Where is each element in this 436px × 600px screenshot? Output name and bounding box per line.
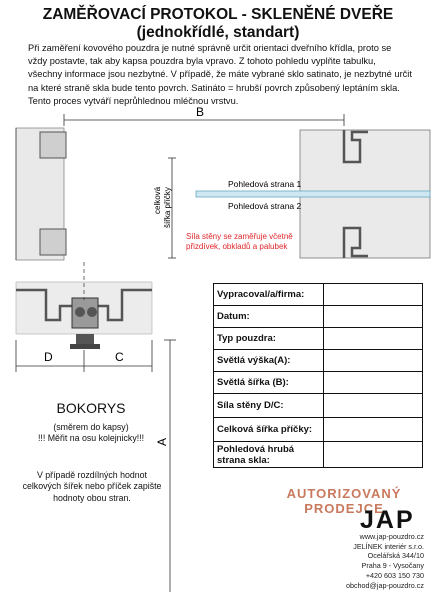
form-row: [214, 306, 423, 328]
red-note-1: Síla stěny se zaměřuje včetně: [186, 232, 293, 241]
page-title: ZAMĚŘOVACÍ PROTOKOL - SKLENĚNÉ DVEŘE: [42, 6, 394, 23]
form-label: Celková šířka příčky:: [214, 418, 324, 442]
side-label-1: celková: [153, 186, 162, 214]
label-d: D: [44, 350, 53, 364]
form-value-height-a[interactable]: [324, 350, 423, 372]
contact-email[interactable]: obchod@jap-pouzdro.cz: [345, 580, 424, 590]
form-label: Typ pouzdra:: [214, 328, 324, 350]
form-value-name[interactable]: [324, 284, 423, 306]
side-label-2: šířka příčky: [163, 187, 172, 228]
form-value-rough-side[interactable]: [324, 442, 423, 468]
form-label: Světlá šířka (B):: [214, 372, 324, 394]
form-label: Pohledová hrubá strana skla:: [214, 442, 324, 468]
red-note-2: přizdívek, obkladů a palubek: [186, 242, 288, 251]
face-2-label: Pohledová strana 2: [228, 201, 302, 211]
left-jamb-bottom: [40, 229, 66, 255]
form-value-date[interactable]: [324, 306, 423, 328]
authorized-line-2: PRODEJCE: [304, 500, 384, 516]
contact-web[interactable]: www.jap-pouzdro.cz: [359, 532, 424, 541]
form-row: [214, 284, 423, 306]
page-subtitle: (jednokřídlé, standart): [136, 24, 300, 41]
wheel-right: [87, 307, 97, 317]
measurement-form: [213, 283, 423, 468]
form-row: [214, 394, 423, 418]
form-value-width-b[interactable]: [324, 372, 423, 394]
hanger-plate: [70, 344, 100, 349]
bokorys-subtitle: [20, 422, 162, 445]
form-value-type[interactable]: [324, 328, 423, 350]
label-a: A: [155, 437, 169, 446]
form-value-total-width[interactable]: [324, 418, 423, 442]
form-label: Síla stěny D/C:: [214, 394, 324, 418]
form-value-wall-dc[interactable]: [324, 394, 423, 418]
contact-company: JELÍNEK interiér s.r.o.: [353, 541, 424, 551]
form-row: [214, 442, 423, 468]
form-row: [214, 328, 423, 350]
left-jamb-top: [40, 132, 66, 158]
glass-panel: [196, 191, 430, 197]
contact-block: [300, 532, 424, 590]
form-row: [214, 350, 423, 372]
intro-text: Při zaměření kovového pouzdra je nutné správně určit orientaci dveřního křídla, proto se vždy postavte, tak aby kapsa pouzdra byla vpravo. Z tohoto pohledu vyplňte tabulku, všechny informace jsou nezbytné. V případě, že máte vybrané sklo satinato, je nezbytné určit na které straně skla bude tento povrch. Satináto = hrubší povrch způsobený leptáním skla. Tento proces vytváří neprůhlednou mléčnou vrstvu.: [28, 43, 412, 106]
contact-phone: +420 603 150 730: [365, 570, 424, 580]
label-b: B: [196, 105, 205, 119]
face-1-label: Pohledová strana 1: [228, 179, 302, 189]
bokorys-direction: (směrem do kapsy): [53, 422, 129, 432]
bokorys-note: V případě rozdílných hodnot celkových šířek nebo příček zapište hodnoty obou stran.: [22, 470, 162, 503]
form-label: Vypracoval/a/firma:: [214, 284, 324, 306]
contact-city: Praha 9 - Vysočany: [361, 561, 424, 571]
hanger-bracket: [76, 334, 94, 344]
form-label: Datum:: [214, 306, 324, 328]
form-row: [214, 372, 423, 394]
bokorys-warning: !!! Měřit na osu kolejnicky!!!: [37, 433, 145, 444]
contact-street: Ocelářská 344/10: [367, 551, 424, 561]
authorized-line-1: AUTORIZOVANÝ: [286, 486, 402, 501]
form-label: Světlá výška(A):: [214, 350, 324, 372]
label-c: C: [115, 350, 124, 364]
bokorys-title: BOKORYS: [56, 400, 126, 416]
jap-logo: JAP: [360, 506, 415, 534]
wheel-left: [75, 307, 85, 317]
form-row: [214, 418, 423, 442]
